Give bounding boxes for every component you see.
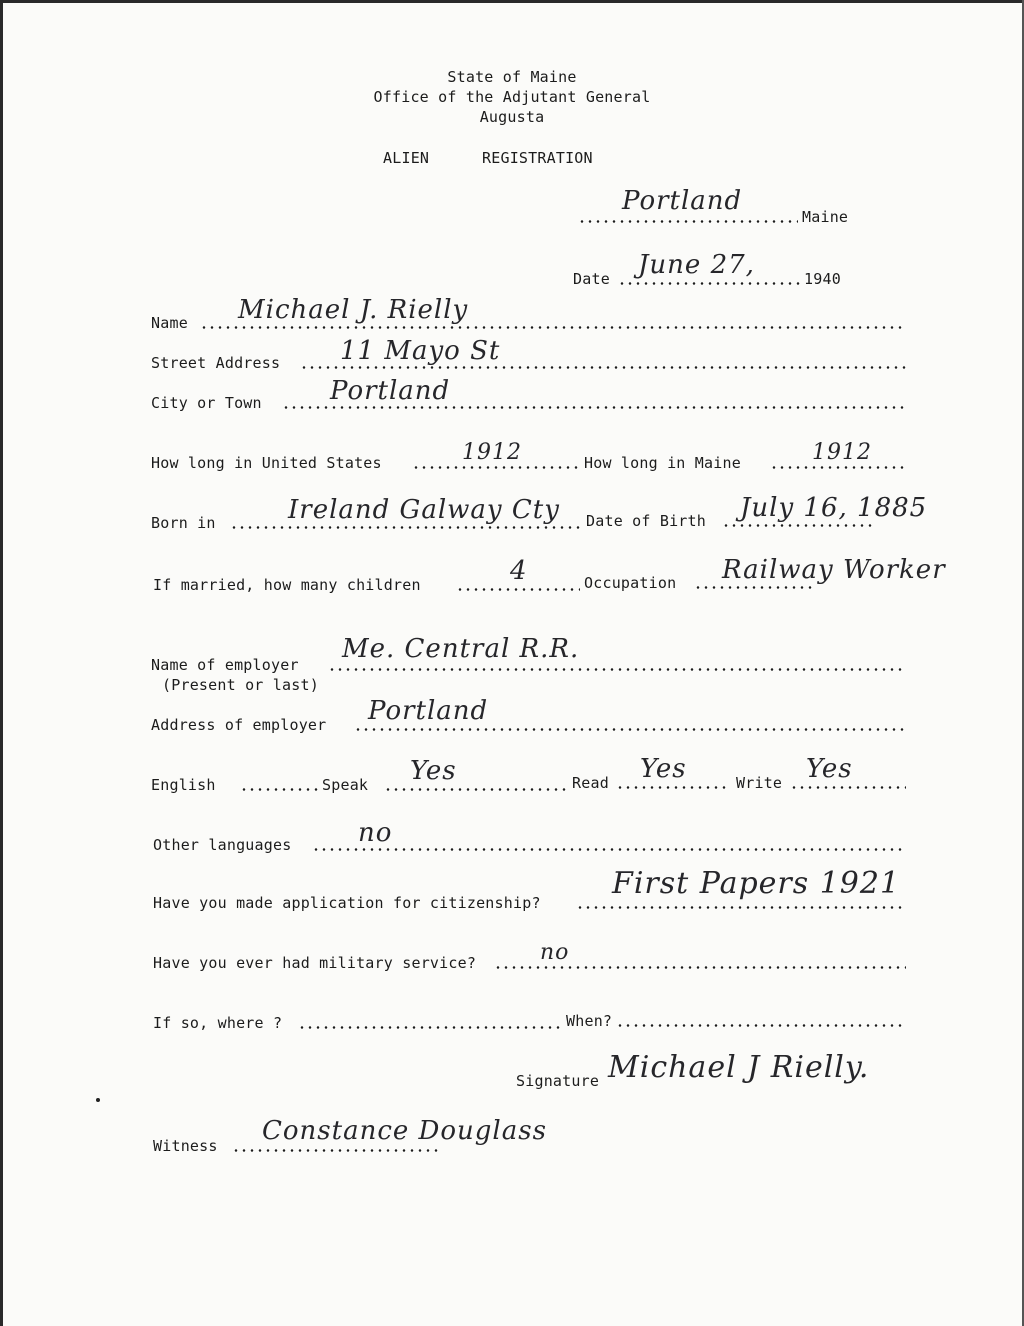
if-so-dots [298, 1026, 564, 1029]
place-dots [578, 220, 798, 223]
occupation-label: Occupation [584, 574, 677, 592]
how-long-maine-value: 1912 [812, 440, 872, 465]
place-value: Portland [622, 186, 743, 216]
speak-dots [384, 788, 570, 791]
how-long-maine-dots [770, 466, 906, 469]
header-city: Augusta [479, 108, 545, 126]
english-label: English [151, 776, 216, 794]
other-languages-dots [312, 848, 906, 851]
city-dots [282, 406, 906, 409]
header-state: State of Maine [447, 68, 577, 86]
witness-dots [232, 1149, 440, 1152]
citizenship-dots [576, 906, 906, 909]
city-value: Portland [330, 376, 451, 406]
how-long-maine-label: How long in Maine [584, 454, 741, 472]
scan-edge-left [0, 0, 3, 1326]
name-value: Michael J. Rielly [238, 295, 469, 325]
speak-label: Speak [322, 776, 369, 794]
date-year: 1940 [804, 270, 841, 288]
citizenship-value: First Papers 1921 [612, 866, 901, 901]
dob-dots [722, 524, 872, 527]
born-in-dots [230, 526, 582, 529]
employer-address-dots [354, 728, 906, 731]
form-title-alien: ALIEN [383, 149, 430, 167]
employer-dots [328, 668, 906, 671]
dob-value: July 16, 1885 [740, 493, 928, 523]
employer-label: Name of employer [151, 656, 299, 674]
children-value: 4 [510, 556, 528, 586]
date-dots [618, 282, 804, 285]
street-dots [300, 366, 906, 369]
form-title-registration: REGISTRATION [482, 149, 593, 167]
scan-edge-top [0, 0, 1024, 3]
witness-label: Witness [153, 1137, 218, 1155]
write-value: Yes [806, 754, 853, 784]
other-languages-label: Other languages [153, 836, 292, 854]
signature-label: Signature [516, 1072, 600, 1090]
employer-value: Me. Central R.R. [342, 634, 580, 664]
occupation-dots [694, 586, 814, 589]
read-value: Yes [640, 754, 687, 784]
when-label: When? [566, 1012, 613, 1030]
dob-label: Date of Birth [586, 512, 706, 530]
header-office: Office of the Adjutant General [373, 88, 651, 106]
how-long-us-dots [412, 466, 580, 469]
name-dots [200, 326, 906, 329]
read-label: Read [572, 774, 609, 792]
military-label: Have you ever had military service? [153, 954, 477, 972]
occupation-value: Railway Worker [722, 555, 946, 585]
military-value: no [540, 940, 570, 965]
military-dots [494, 966, 906, 969]
employer-sublabel: (Present or last) [162, 676, 319, 694]
citizenship-label: Have you made application for citizenship? [153, 894, 541, 912]
read-dots [616, 786, 726, 789]
witness-value: Constance Douglass [262, 1116, 547, 1146]
when-dots [616, 1024, 906, 1027]
born-in-label: Born in [151, 514, 216, 532]
name-label: Name [151, 314, 188, 332]
children-dots [456, 588, 580, 591]
employer-address-label: Address of employer [151, 716, 327, 734]
how-long-us-label: How long in United States [151, 454, 382, 472]
write-dots [790, 786, 906, 789]
children-label: If married, how many children [153, 576, 421, 594]
street-value: 11 Mayo St [340, 336, 501, 366]
english-dots [240, 788, 320, 791]
city-label: City or Town [151, 394, 262, 412]
write-label: Write [736, 774, 783, 792]
other-languages-value: no [358, 818, 393, 848]
date-label: Date [573, 270, 610, 288]
street-label: Street Address [151, 354, 281, 372]
employer-address-value: Portland [368, 696, 489, 726]
how-long-us-value: 1912 [462, 440, 522, 465]
if-so-label: If so, where ? [153, 1014, 283, 1032]
signature-value: Michael J Rielly. [608, 1050, 870, 1085]
speak-value: Yes [410, 756, 457, 786]
scan-speck [96, 1098, 100, 1102]
place-suffix: Maine [802, 208, 849, 226]
date-value: June 27, [638, 250, 755, 280]
born-in-value: Ireland Galway Cty [288, 495, 560, 525]
